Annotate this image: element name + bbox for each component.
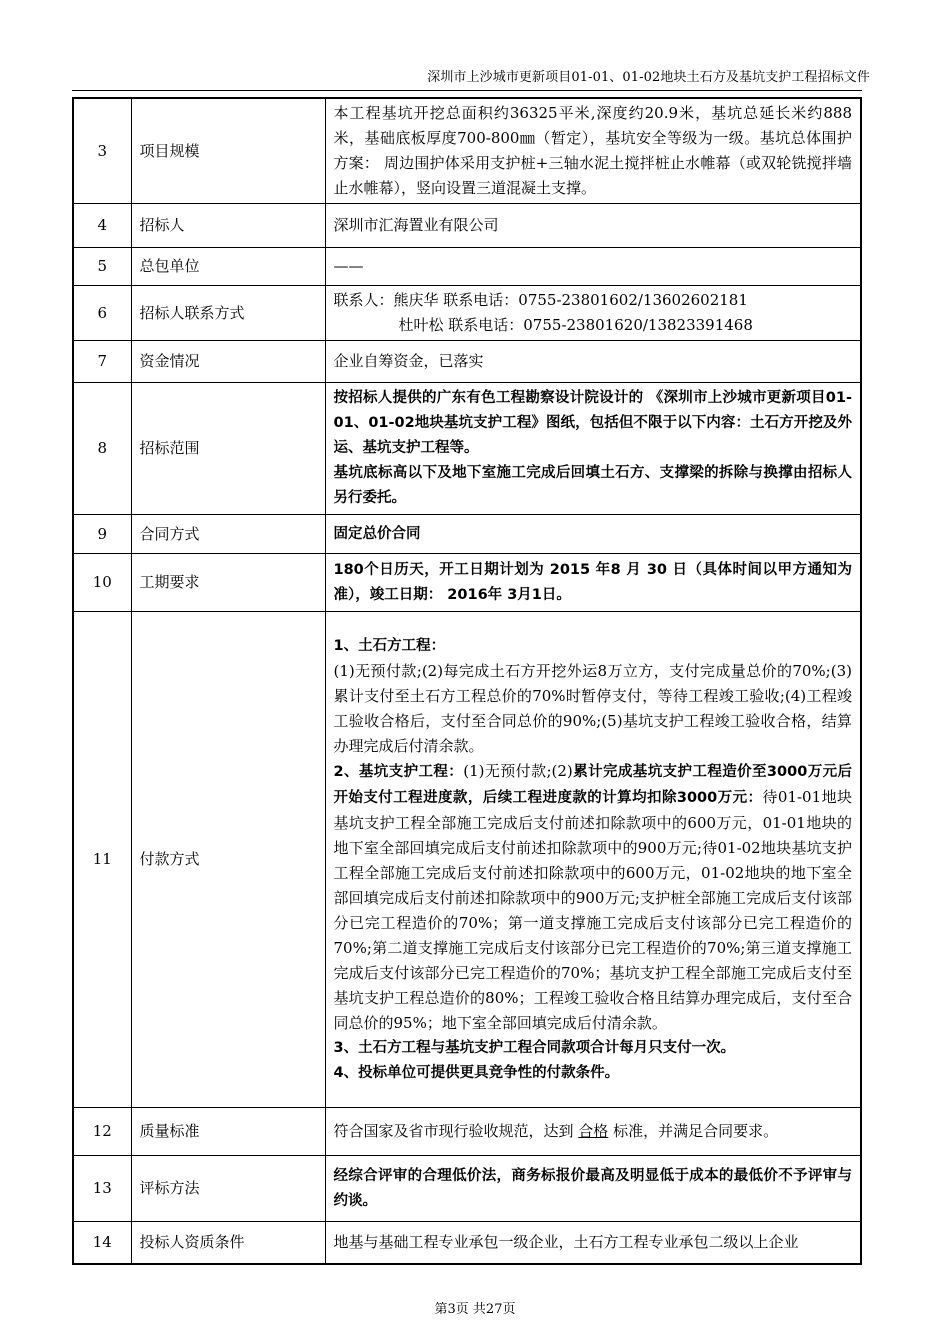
row-number: 9 — [73, 515, 131, 554]
table-row — [73, 248, 861, 286]
row-label: 质量标准 — [131, 1108, 325, 1156]
row-label: 招标范围 — [131, 383, 325, 515]
payment-section-4: 4、投标单位可提供更具竞争性的付款条件。 — [333, 1064, 620, 1081]
row-number: 13 — [73, 1156, 131, 1222]
table-row — [73, 1156, 861, 1222]
row-content: 地基与基础工程专业承包一级企业，土石方工程专业承包二级以上企业 — [325, 1222, 861, 1264]
tender-info-table — [72, 97, 862, 1265]
row-number: 12 — [73, 1108, 131, 1156]
quality-text-a: 符合国家及省市现行验收规范，达到 — [333, 1122, 579, 1140]
row-content — [325, 383, 861, 515]
table-row — [73, 1108, 861, 1156]
row-content: 经综合评审的合理低价法，商务标报价最高及明显低于成本的最低价不予评审与约谈。 — [325, 1156, 861, 1222]
row-content — [325, 612, 861, 1108]
row-content: 本工程基坑开挖总面积约36325平米,深度约20.9米，基坑总延长米约888米，基础底板厚度700-800㎜（暂定），基坑安全等级为一级。基坑总体围护方案： 周边围护体采用支护桩+三轴水泥土搅拌桩止水帷幕（或双轮铣搅拌墙止水帷幕），竖向设置三道混凝土支撑。 — [325, 98, 861, 204]
row-content: —— — [325, 248, 861, 286]
row-label: 资金情况 — [131, 341, 325, 383]
row-content — [325, 286, 861, 341]
row-number: 7 — [73, 341, 131, 383]
row-content: 企业自筹资金，已落实 — [325, 341, 861, 383]
table-row — [73, 515, 861, 554]
row-number: 11 — [73, 612, 131, 1108]
contact-line-2: 杜叶松 联系电话：0755-23801620/13823391468 — [398, 316, 753, 334]
payment-section-2-intro: (1)无预付款;(2) — [463, 761, 573, 780]
row-label: 总包单位 — [131, 248, 325, 286]
quality-grade: 合格 — [578, 1122, 609, 1140]
row-number: 8 — [73, 383, 131, 515]
table-row — [73, 383, 861, 515]
row-number: 14 — [73, 1222, 131, 1264]
row-number: 5 — [73, 248, 131, 286]
payment-section-2-bold: 累计完成基坑支护工程造价至3000万元后开始支付工程进度款，后续工程进度款的计算均扣除3000万元： — [333, 763, 852, 806]
table-row — [73, 1222, 861, 1264]
row-label: 工期要求 — [131, 554, 325, 612]
document-header-title: 深圳市上沙城市更新项目01-01、01-02地块土石方及基坑支护工程招标文件 — [427, 70, 870, 85]
table-row — [73, 98, 861, 204]
payment-section-1-title: 1、土石方工程： — [333, 637, 446, 654]
payment-section-3: 3、土石方工程与基坑支护工程合同款项合计每月只支付一次。 — [333, 1039, 736, 1056]
payment-section-1-text: (1)无预付款;(2)每完成土石方开挖外运8万立方，支付完成量总价的70%;(3)累计支付至土石方工程总价的70%时暂停支付，等待工程竣工验收;(4)工程竣工验收合格后，支付至合同总价的90%;(5)基坑支护工程竣工验收合格，结算办理完成后付清余款。 — [333, 661, 852, 755]
table-row — [73, 341, 861, 383]
row-content: 深圳市汇海置业有限公司 — [325, 204, 861, 248]
row-label: 项目规模 — [131, 98, 325, 204]
contact-line-1: 联系人：熊庆华 联系电话：0755-23801602/13602602181 — [333, 291, 748, 309]
row-label: 合同方式 — [131, 515, 325, 554]
row-number: 4 — [73, 204, 131, 248]
page-number: 第3页 共27页 — [434, 1302, 516, 1317]
payment-section-2-text: 待01-01地块基坑支护工程全部施工完成后支付前述扣除款项中的600万元，01-01地块的地下室全部回填完成后支付前述扣除款项中的900万元;待01-02地块基坑支护工程全部施工完成后支付前述扣除款项中的600万元，01-02地块的地下室全部回填完成后支付前述扣除款项中的900万元;支护桩全部施工完成后支付该部分已完工程造价的70%；第一道支撑施工完成后支付该部分已完工程造价的70%;第二道支撑施工完成后支付该部分已完工程造价的70%;第三道支撑施工完成后支付该部分已完工程造价的70%；基坑支护工程全部施工完成后支付至基坑支护工程总造价的80%；工程竣工验收合格且结算办理完成后，支付至合同总价的95%；地下室全部回填完成后付清余款。 — [333, 787, 853, 1032]
row-label: 投标人资质条件 — [131, 1222, 325, 1264]
table-row — [73, 286, 861, 341]
table-row — [73, 204, 861, 248]
row-number: 10 — [73, 554, 131, 612]
quality-text-b: 标准，并满足合同要求。 — [608, 1122, 779, 1140]
row-label: 评标方法 — [131, 1156, 325, 1222]
row-number: 6 — [73, 286, 131, 341]
row-content: 180个日历天，开工日期计划为 2015 年8 月 30 日（具体时间以甲方通知为准），竣工日期： 2016年 3月1日。 — [325, 554, 861, 612]
row-label: 招标人联系方式 — [131, 286, 325, 341]
scope-paragraph-1: 按招标人提供的广东有色工程勘察设计院设计的 《深圳市上沙城市更新项目01-01、01-02地块基坑支护工程》图纸，包括但不限于以下内容：土石方开挖及外运、基坑支护工程等。 — [333, 390, 852, 456]
row-label: 招标人 — [131, 204, 325, 248]
row-number: 3 — [73, 98, 131, 204]
scope-paragraph-2: 基坑底标高以下及地下室施工完成后回填土石方、支撑梁的拆除与换撑由招标人另行委托。 — [333, 465, 852, 506]
table-row — [73, 612, 861, 1108]
row-content: 固定总价合同 — [325, 515, 861, 554]
table-row — [73, 554, 861, 612]
row-content — [325, 1108, 861, 1156]
header-divider — [72, 90, 862, 91]
row-label: 付款方式 — [131, 612, 325, 1108]
payment-section-2-title: 2、基坑支护工程： — [333, 763, 464, 780]
payment-section-2 — [334, 759, 853, 1036]
